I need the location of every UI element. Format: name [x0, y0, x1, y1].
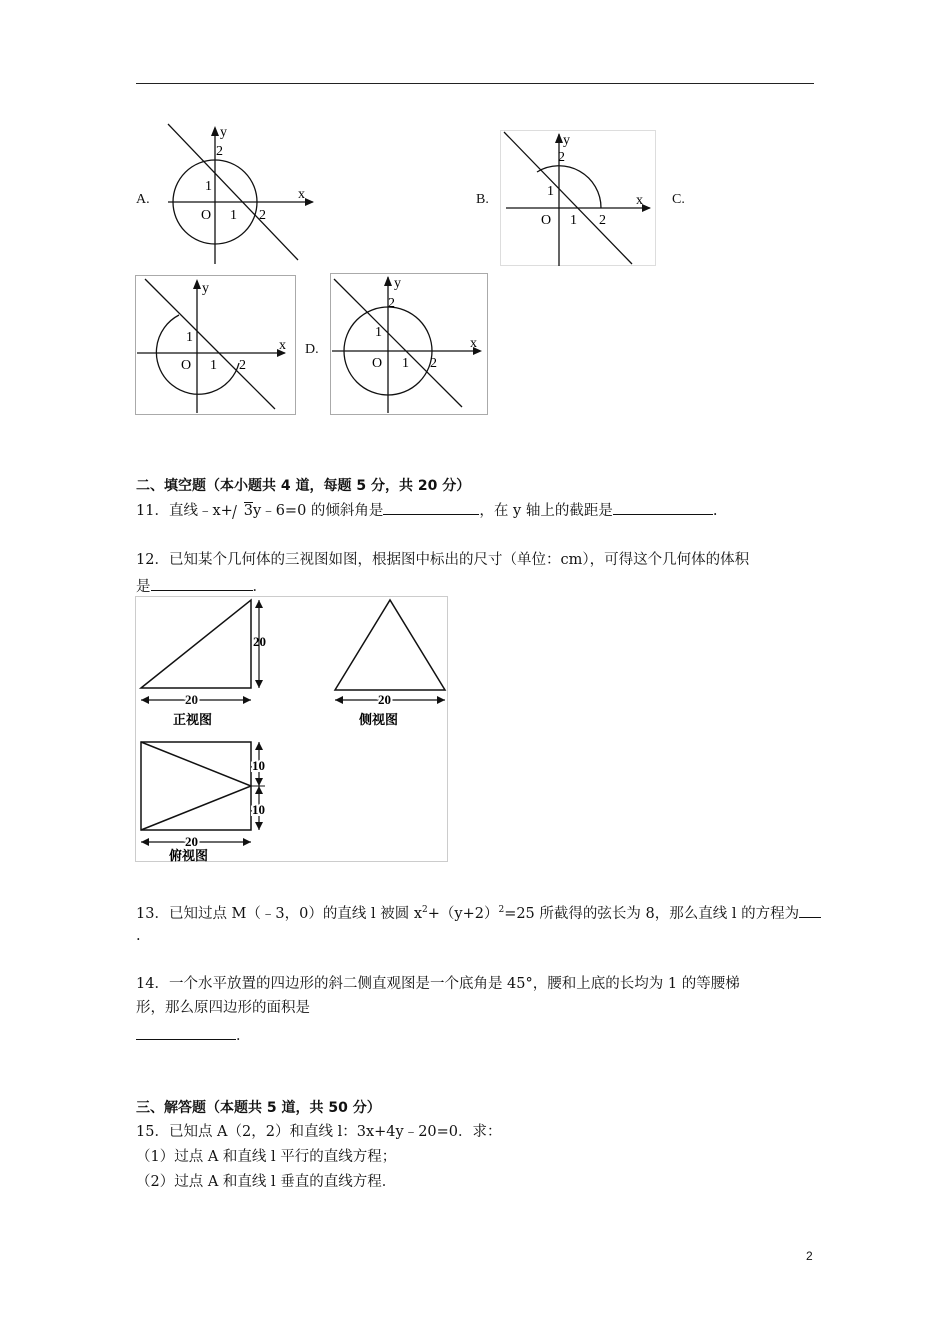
tick-1-y: 1 — [186, 330, 193, 345]
q15-part-2: （2）过点 A 和直线 l 垂直的直线方程． — [136, 1174, 397, 1190]
origin-label: O — [181, 358, 192, 373]
q13-part-a: 13．已知过点 M（﹣3，0）的直线 l 被圆 x — [136, 905, 422, 922]
x-arrow-icon — [642, 204, 651, 212]
y-label: y — [220, 125, 227, 140]
section-2-heading: 二、填空题（本小题共 4 道，每题 5 分，共 20 分） — [136, 478, 471, 494]
option-a-label: A. — [136, 192, 150, 207]
q11-number: 11． — [136, 503, 169, 519]
tick-2-y: 2 — [558, 150, 565, 165]
side-view-triangle — [335, 600, 445, 690]
sqrt-value: 3 — [243, 503, 254, 519]
option-d-label: D. — [305, 342, 319, 357]
q15-line-1: 15．已知点 A（2，2）和直线 l：3x+4y﹣20=0．求： — [136, 1124, 502, 1140]
origin-label: O — [201, 208, 212, 223]
y-label: y — [202, 281, 209, 296]
front-width-dim: 20 — [185, 692, 198, 707]
y-arrow-icon — [555, 133, 563, 143]
q14-line-2: 形，那么原四边形的面积是 — [136, 1000, 310, 1016]
option-b-label: B. — [476, 192, 489, 207]
q13-line-1 — [136, 900, 821, 924]
q12-prefix: 是 — [136, 579, 151, 595]
side-view-label: 侧视图 — [359, 712, 399, 727]
tick-1-x: 1 — [402, 356, 409, 371]
q11-blank-1 — [383, 500, 479, 515]
option-b-graph — [500, 130, 656, 266]
y-arrow-icon — [384, 276, 392, 286]
line — [334, 279, 462, 407]
q12-end: ． — [252, 579, 267, 595]
option-a-graph — [158, 122, 320, 264]
x-label: x — [298, 187, 305, 202]
origin-label: O — [372, 356, 383, 371]
q13-line-2: . — [136, 928, 141, 944]
q12-line-1: 12．已知某个几何体的三视图如图，根据图中标出的尺寸（单位：cm），可得这个几何体的体积 — [136, 552, 750, 568]
q11-blank-2 — [613, 500, 713, 515]
tick-1-x: 1 — [570, 213, 577, 228]
x-label: x — [279, 338, 286, 353]
front-view-triangle — [141, 600, 251, 688]
line — [145, 279, 275, 409]
line — [504, 132, 632, 264]
top-lower-dim: 10 — [252, 802, 265, 817]
top-view-rect — [141, 742, 251, 830]
tick-2-x: 2 — [259, 208, 266, 223]
tick-2-x: 2 — [599, 213, 606, 228]
q11-mid: y﹣6=0 的倾斜角是 — [253, 503, 384, 519]
top-upper-dim: 10 — [252, 758, 265, 773]
front-view-label: 正视图 — [173, 712, 213, 727]
q13-sup-1: 2 — [422, 905, 428, 915]
tick-2-x: 2 — [430, 356, 437, 371]
section-3-heading: 三、解答题（本题共 5 道，共 50 分） — [136, 1100, 381, 1116]
top-view-label: 俯视图 — [169, 848, 209, 862]
q14-end: ． — [236, 1028, 251, 1044]
origin-label: O — [541, 213, 552, 228]
q11-mid2: ，在 y 轴上的截距是 — [479, 503, 613, 519]
side-width-dim: 20 — [378, 692, 391, 707]
q14-line-3 — [136, 1025, 251, 1046]
y-arrow-icon — [193, 279, 201, 289]
y-arrow-icon — [211, 126, 219, 136]
x-arrow-icon — [305, 198, 314, 206]
q13-blank — [799, 903, 821, 918]
tick-1-x: 1 — [210, 358, 217, 373]
x-label: x — [636, 193, 643, 208]
q12-line-2 — [136, 576, 267, 597]
page-number: 2 — [806, 1249, 813, 1263]
y-label: y — [394, 276, 401, 291]
three-view-figure — [135, 596, 448, 862]
sqrt-symbol — [233, 501, 253, 521]
option-c-label: C. — [672, 192, 685, 207]
header-rule — [136, 83, 814, 84]
arc — [156, 315, 239, 394]
q11-end: . — [712, 503, 718, 519]
option-d-graph — [330, 273, 488, 415]
tick-2-y: 2 — [388, 296, 395, 311]
tick-1-y: 1 — [375, 325, 382, 340]
tick-1-x: 1 — [230, 208, 237, 223]
q13-sup-2: 2 — [498, 905, 505, 915]
y-label: y — [563, 133, 570, 148]
q14-blank — [136, 1025, 236, 1040]
front-height-dim: 20 — [253, 634, 266, 649]
tick-1-y: 1 — [205, 179, 212, 194]
q13-part-b: +（y+2） — [427, 905, 499, 922]
q13-part-c: =25 所截得的弦长为 8，那么直线 l 的方程为 — [504, 905, 800, 922]
tick-2-y: 2 — [216, 144, 223, 159]
option-c-graph — [135, 275, 296, 415]
q12-blank — [151, 576, 253, 591]
q14-line-1: 14．一个水平放置的四边形的斜二侧直观图是一个底角是 45°，腰和上底的长均为 1 的等腰梯 — [136, 976, 740, 992]
q11-prefix: 直线﹣x+ — [168, 503, 233, 519]
q15-part-1: （1）过点 A 和直线 l 平行的直线方程； — [136, 1149, 397, 1165]
tick-1-y: 1 — [547, 184, 554, 199]
top-view-triangle — [141, 742, 251, 830]
x-label: x — [470, 336, 477, 351]
tick-2-x: 2 — [239, 358, 246, 373]
question-11 — [136, 500, 717, 521]
top-width-dim: 20 — [185, 834, 198, 849]
